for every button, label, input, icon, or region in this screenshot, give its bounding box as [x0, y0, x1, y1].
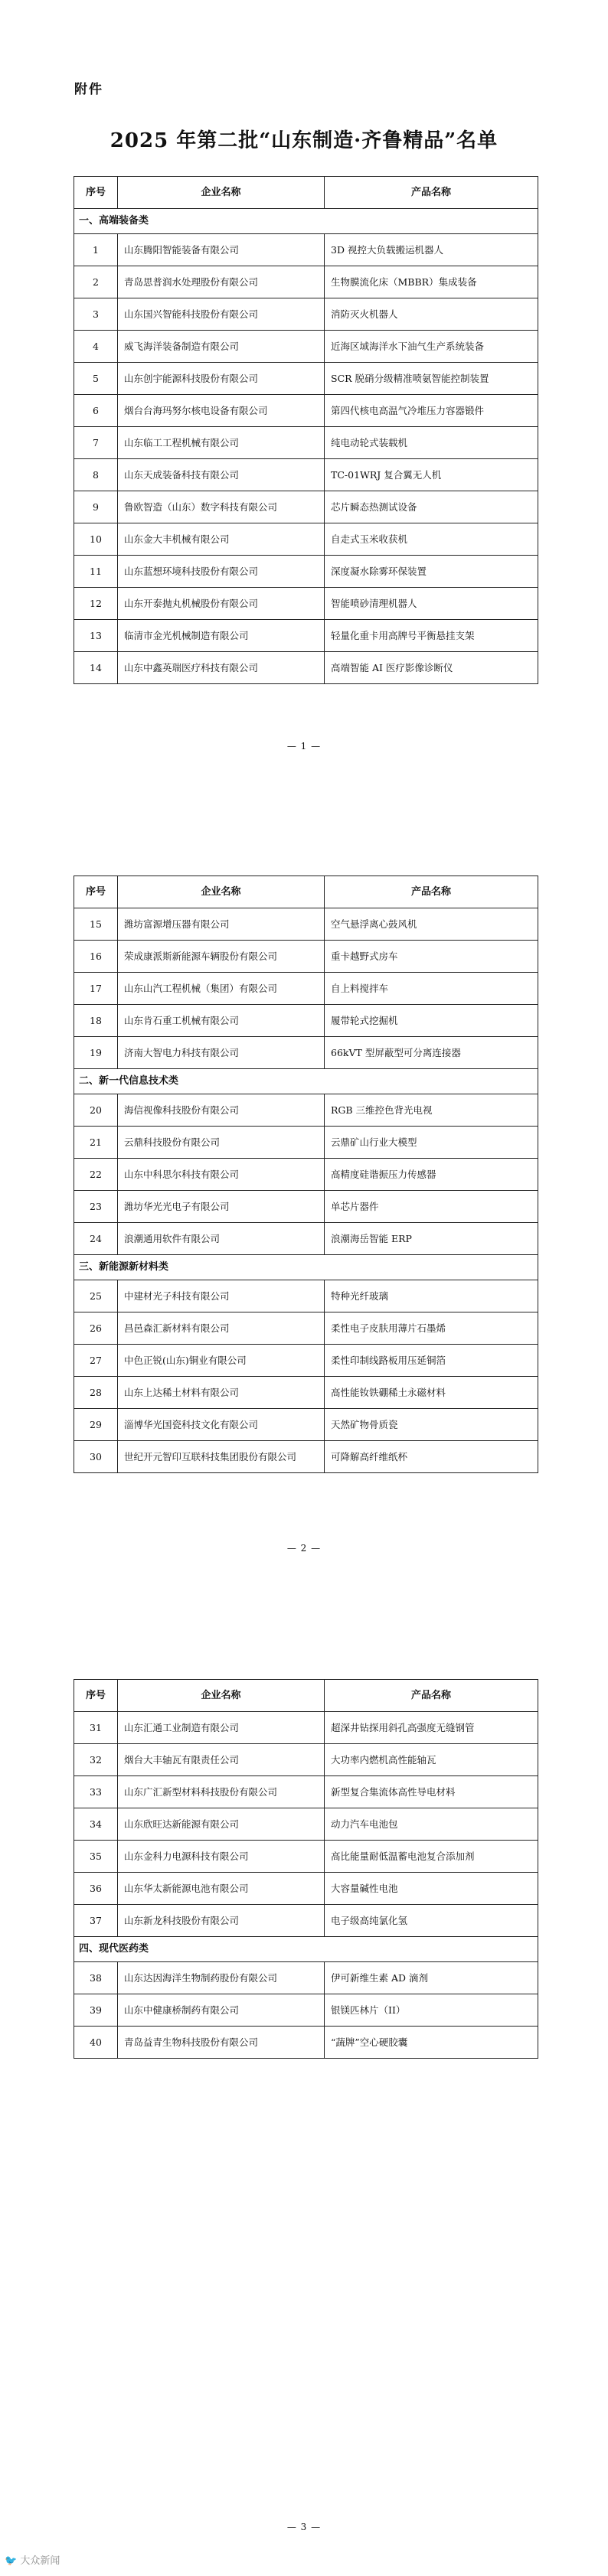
table-row: [74, 523, 538, 556]
watermark-logo: 🐦 大众新闻: [5, 2555, 60, 2567]
cell-no: 18: [74, 1005, 118, 1037]
cell-no: 27: [74, 1345, 118, 1377]
cell-no: 7: [74, 427, 118, 459]
table-row: [74, 1962, 538, 1994]
table-row: [74, 1841, 538, 1873]
cell-company: 山东中鑫英瑞医疗科技有限公司: [118, 652, 325, 684]
cell-no: 39: [74, 1994, 118, 2027]
cell-company: 青岛益青生物科技股份有限公司: [118, 2027, 325, 2059]
table-row: [74, 363, 538, 395]
table-row: [74, 1280, 538, 1312]
cell-company: 山东创宇能源科技股份有限公司: [118, 363, 325, 395]
cell-company: 山东肯石重工机械有限公司: [118, 1005, 325, 1037]
cell-company: 世纪开元智印互联科技集团股份有限公司: [118, 1441, 325, 1473]
cell-company: 中建材光子科技有限公司: [118, 1280, 325, 1312]
cell-no: 34: [74, 1808, 118, 1841]
cell-no: 26: [74, 1312, 118, 1345]
cell-no: 11: [74, 556, 118, 588]
cell-company: 中色正锐(山东)铜业有限公司: [118, 1345, 325, 1377]
cell-no: 15: [74, 908, 118, 941]
cell-product: 伊可新维生素 AD 滴剂: [325, 1962, 538, 1994]
cell-product: 动力汽车电池包: [325, 1808, 538, 1841]
table-row: [74, 652, 538, 684]
cell-company: 淄博华光国瓷科技文化有限公司: [118, 1409, 325, 1441]
cell-product: 智能喷砂清理机器人: [325, 588, 538, 620]
cell-product: 银镁匹林片（II）: [325, 1994, 538, 2027]
header-no: 序号: [74, 876, 118, 908]
document-title: 2025 年第二批“山东制造·齐鲁精品”名单: [110, 129, 498, 152]
table-row: [74, 1377, 538, 1409]
cell-company: 山东欣旺达新能源有限公司: [118, 1808, 325, 1841]
table-row: [74, 1005, 538, 1037]
table-row: [74, 331, 538, 363]
cell-no: 14: [74, 652, 118, 684]
page-number: — 3 —: [286, 2522, 322, 2532]
cell-company: 荣成康派斯新能源车辆股份有限公司: [118, 941, 325, 973]
cell-company: 山东金科力电源科技有限公司: [118, 1841, 325, 1873]
table-row: [74, 1312, 538, 1345]
cell-company: 山东天成装备科技有限公司: [118, 459, 325, 491]
cell-company: 山东临工工程机械有限公司: [118, 427, 325, 459]
cell-no: 5: [74, 363, 118, 395]
header-no: 序号: [74, 1680, 118, 1712]
cell-company: 云鼎科技股份有限公司: [118, 1127, 325, 1159]
cell-no: 8: [74, 459, 118, 491]
cell-product: RGB 三维控色背光电视: [325, 1094, 538, 1127]
cell-no: 35: [74, 1841, 118, 1873]
table-row: [74, 1441, 538, 1473]
cell-product: 轻量化重卡用高牌号平衡悬挂支架: [325, 620, 538, 652]
table-row: [74, 588, 538, 620]
cell-no: 22: [74, 1159, 118, 1191]
table-row: [74, 395, 538, 427]
cell-no: 24: [74, 1223, 118, 1255]
table-row: [74, 1159, 538, 1191]
cell-no: 32: [74, 1744, 118, 1776]
section-heading: 四、现代医药类: [74, 1937, 538, 1962]
table-row: [74, 234, 538, 266]
table-row: [74, 1744, 538, 1776]
cell-no: 19: [74, 1037, 118, 1069]
cell-company: 山东金大丰机械有限公司: [118, 523, 325, 556]
table-header-row: [74, 1680, 538, 1712]
cell-product: 3D 视控大负载搬运机器人: [325, 234, 538, 266]
cell-product: 柔性印制线路板用压延铜箔: [325, 1345, 538, 1377]
cell-no: 10: [74, 523, 118, 556]
cell-company: 山东达因海洋生物制药股份有限公司: [118, 1962, 325, 1994]
table-row: [74, 1345, 538, 1377]
table-header-row: [74, 876, 538, 908]
cell-company: 潍坊华光光电子有限公司: [118, 1191, 325, 1223]
cell-product: 浪潮海岳智能 ERP: [325, 1223, 538, 1255]
cell-company: 山东蓝想环境科技股份有限公司: [118, 556, 325, 588]
cell-no: 4: [74, 331, 118, 363]
cell-company: 鲁欧智造（山东）数字科技有限公司: [118, 491, 325, 523]
annex-label: 附件: [74, 82, 103, 97]
cell-company: 青岛思普润水处理股份有限公司: [118, 266, 325, 298]
cell-product: 自上料搅拌车: [325, 973, 538, 1005]
section-heading: 一、高端装备类: [74, 209, 538, 234]
cell-product: 超深井钻探用斜孔高强度无缝钢管: [325, 1712, 538, 1744]
cell-product: 自走式玉米收获机: [325, 523, 538, 556]
table-header-row: [74, 177, 538, 209]
cell-product: 第四代核电高温气冷堆压力容器锻件: [325, 395, 538, 427]
cell-no: 2: [74, 266, 118, 298]
cell-no: 36: [74, 1873, 118, 1905]
table-row: [74, 941, 538, 973]
cell-no: 9: [74, 491, 118, 523]
cell-no: 23: [74, 1191, 118, 1223]
section-row: [74, 209, 538, 234]
cell-company: 威飞海洋装备制造有限公司: [118, 331, 325, 363]
cell-product: SCR 脱硝分级精准喷氨智能控制装置: [325, 363, 538, 395]
section-row: [74, 1069, 538, 1094]
cell-product: 可降解高纤维纸杯: [325, 1441, 538, 1473]
cell-product: 消防灭火机器人: [325, 298, 538, 331]
cell-product: 近海区域海洋水下油气生产系统装备: [325, 331, 538, 363]
cell-no: 30: [74, 1441, 118, 1473]
table-row: [74, 1776, 538, 1808]
list-table-page-2: [74, 876, 538, 1473]
cell-no: 33: [74, 1776, 118, 1808]
table-row: [74, 1037, 538, 1069]
table-row: [74, 1905, 538, 1937]
cell-no: 25: [74, 1280, 118, 1312]
cell-company: 山东腾阳智能装备有限公司: [118, 234, 325, 266]
list-table-page-1: [74, 176, 538, 684]
cell-no: 37: [74, 1905, 118, 1937]
page-number: — 2 —: [286, 1543, 322, 1554]
header-product: 产品名称: [325, 177, 538, 209]
cell-no: 28: [74, 1377, 118, 1409]
cell-no: 21: [74, 1127, 118, 1159]
header-company: 企业名称: [118, 1680, 325, 1712]
cell-company: 海信视像科技股份有限公司: [118, 1094, 325, 1127]
header-no: 序号: [74, 177, 118, 209]
section-row: [74, 1255, 538, 1280]
cell-product: 纯电动轮式装载机: [325, 427, 538, 459]
cell-no: 6: [74, 395, 118, 427]
cell-product: 空气悬浮离心鼓风机: [325, 908, 538, 941]
table-row: [74, 427, 538, 459]
cell-no: 38: [74, 1962, 118, 1994]
header-company: 企业名称: [118, 177, 325, 209]
cell-product: 新型复合集流体高性导电材料: [325, 1776, 538, 1808]
cell-product: 单芯片器件: [325, 1191, 538, 1223]
section-heading: 三、新能源新材料类: [74, 1255, 538, 1280]
cell-product: 电子级高纯氯化氢: [325, 1905, 538, 1937]
cell-product: 履带轮式挖掘机: [325, 1005, 538, 1037]
cell-company: 山东华太新能源电池有限公司: [118, 1873, 325, 1905]
table-row: [74, 459, 538, 491]
cell-product: 高端智能 AI 医疗影像诊断仪: [325, 652, 538, 684]
cell-product: TC-01WRJ 复合翼无人机: [325, 459, 538, 491]
cell-no: 20: [74, 1094, 118, 1127]
cell-product: 高比能量耐低温蓄电池复合添加剂: [325, 1841, 538, 1873]
cell-product: 特种光纤玻璃: [325, 1280, 538, 1312]
cell-product: 天然矿物骨质瓷: [325, 1409, 538, 1441]
cell-company: 浪潮通用软件有限公司: [118, 1223, 325, 1255]
header-product: 产品名称: [325, 1680, 538, 1712]
table-row: [74, 1873, 538, 1905]
cell-product: 生物膜流化床（MBBR）集成装备: [325, 266, 538, 298]
cell-product: 云鼎矿山行业大模型: [325, 1127, 538, 1159]
list-table-page-3: [74, 1679, 538, 2059]
cell-product: 重卡越野式房车: [325, 941, 538, 973]
cell-no: 3: [74, 298, 118, 331]
table-row: [74, 1409, 538, 1441]
table-row: [74, 556, 538, 588]
cell-product: 高性能钕铁硼稀土永磁材料: [325, 1377, 538, 1409]
cell-no: 40: [74, 2027, 118, 2059]
cell-no: 31: [74, 1712, 118, 1744]
cell-no: 29: [74, 1409, 118, 1441]
table-row: [74, 491, 538, 523]
cell-product: 66kVT 型屏蔽型可分离连接器: [325, 1037, 538, 1069]
cell-no: 13: [74, 620, 118, 652]
table-row: [74, 1094, 538, 1127]
table-row: [74, 1127, 538, 1159]
cell-company: 济南大智电力科技有限公司: [118, 1037, 325, 1069]
cell-product: 芯片瞬态热测试设备: [325, 491, 538, 523]
cell-product: 柔性电子皮肤用薄片石墨烯: [325, 1312, 538, 1345]
cell-product: 大容量碱性电池: [325, 1873, 538, 1905]
cell-company: 山东山汽工程机械（集团）有限公司: [118, 973, 325, 1005]
cell-company: 山东中健康桥制药有限公司: [118, 1994, 325, 2027]
table-row: [74, 1712, 538, 1744]
table-row: [74, 298, 538, 331]
cell-company: 山东中科思尔科技有限公司: [118, 1159, 325, 1191]
cell-no: 1: [74, 234, 118, 266]
table-row: [74, 266, 538, 298]
cell-company: 昌邑森汇新材料有限公司: [118, 1312, 325, 1345]
cell-company: 临清市金光机械制造有限公司: [118, 620, 325, 652]
cell-no: 16: [74, 941, 118, 973]
cell-company: 山东开泰抛丸机械股份有限公司: [118, 588, 325, 620]
table-row: [74, 973, 538, 1005]
header-company: 企业名称: [118, 876, 325, 908]
table-row: [74, 620, 538, 652]
table-row: [74, 2027, 538, 2059]
cell-product: 高精度硅谐振压力传感器: [325, 1159, 538, 1191]
table-row: [74, 908, 538, 941]
cell-company: 潍坊富源增压器有限公司: [118, 908, 325, 941]
section-heading: 二、新一代信息技术类: [74, 1069, 538, 1094]
cell-product: “蔬牌”空心硬胶囊: [325, 2027, 538, 2059]
cell-no: 12: [74, 588, 118, 620]
cell-company: 山东新龙科技股份有限公司: [118, 1905, 325, 1937]
header-product: 产品名称: [325, 876, 538, 908]
cell-company: 山东国兴智能科技股份有限公司: [118, 298, 325, 331]
section-row: [74, 1937, 538, 1962]
table-row: [74, 1223, 538, 1255]
cell-no: 17: [74, 973, 118, 1005]
cell-product: 大功率内燃机高性能轴瓦: [325, 1744, 538, 1776]
page-number: — 1 —: [286, 741, 322, 752]
cell-company: 山东汇通工业制造有限公司: [118, 1712, 325, 1744]
table-row: [74, 1994, 538, 2027]
cell-product: 深度凝水除雾环保装置: [325, 556, 538, 588]
cell-company: 山东广汇新型材料科技股份有限公司: [118, 1776, 325, 1808]
cell-company: 烟台台海玛努尔核电设备有限公司: [118, 395, 325, 427]
cell-company: 烟台大丰轴瓦有限责任公司: [118, 1744, 325, 1776]
cell-company: 山东上达稀土材料有限公司: [118, 1377, 325, 1409]
table-row: [74, 1808, 538, 1841]
table-row: [74, 1191, 538, 1223]
